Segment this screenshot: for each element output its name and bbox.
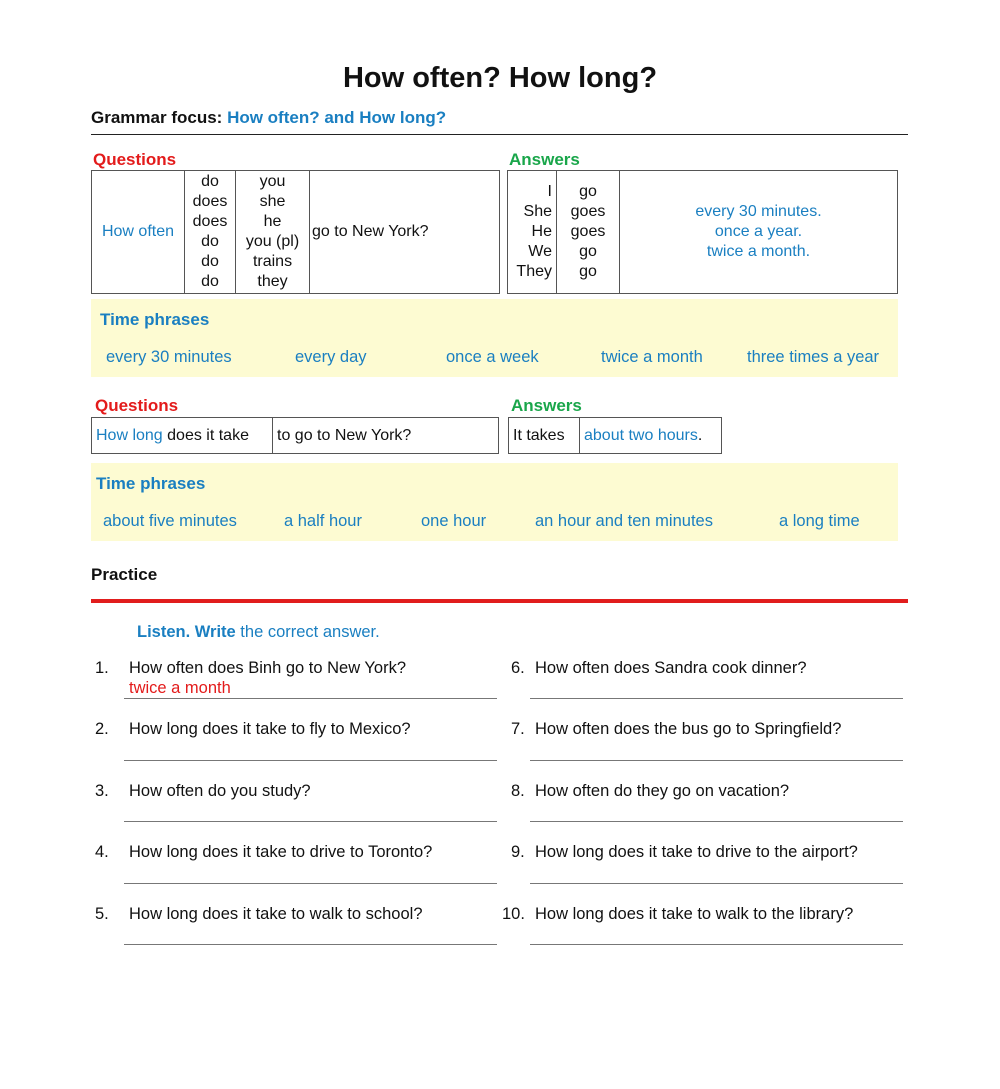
aux-item: does bbox=[192, 193, 228, 210]
subject-item: you bbox=[259, 173, 286, 190]
answer-input[interactable] bbox=[535, 802, 903, 822]
time-phrase: an hour and ten minutes bbox=[535, 512, 713, 530]
subject-item: they bbox=[257, 273, 288, 290]
subject-column bbox=[236, 171, 310, 294]
how-long-answer-table bbox=[508, 417, 722, 454]
question-word: How often bbox=[92, 171, 185, 294]
answer-input[interactable] bbox=[535, 740, 903, 760]
verb-phrase: go to New York? bbox=[310, 171, 500, 294]
answer-line bbox=[530, 821, 903, 822]
answer-subject: He bbox=[531, 223, 552, 240]
practice-instruction bbox=[137, 623, 380, 642]
answer-subject: She bbox=[523, 203, 552, 220]
time-phrase: a half hour bbox=[284, 512, 362, 530]
answer-subject-column bbox=[508, 171, 557, 294]
answer-it-takes: It takes bbox=[509, 418, 580, 454]
time-phrases-box-2 bbox=[91, 463, 898, 541]
answer-line bbox=[124, 944, 497, 945]
question-text: How long does it take to walk to school? bbox=[129, 905, 423, 923]
answer-input[interactable] bbox=[535, 863, 903, 883]
time-phrase: one hour bbox=[421, 512, 487, 530]
aux-item: do bbox=[201, 173, 219, 190]
instruction-rest: the correct answer. bbox=[235, 623, 380, 641]
practice-title: Practice bbox=[91, 565, 158, 584]
time-phrase: twice a month bbox=[601, 348, 703, 366]
answer-line bbox=[124, 821, 497, 822]
question-number: 7. bbox=[511, 720, 525, 738]
question-text: How often do they go on vacation? bbox=[535, 782, 790, 800]
answer-input[interactable] bbox=[535, 679, 903, 699]
subject-item: she bbox=[259, 193, 286, 210]
question-text: How long does it take to drive to the airport? bbox=[535, 843, 858, 861]
answer-line bbox=[530, 698, 903, 699]
answer-line bbox=[530, 883, 903, 884]
header-divider bbox=[91, 134, 908, 135]
answer-line bbox=[124, 883, 497, 884]
answer-duration: about two hours bbox=[584, 426, 698, 444]
question-number: 1. bbox=[95, 659, 109, 677]
how-long-word: How long bbox=[96, 426, 163, 444]
how-long-rest: does it take bbox=[162, 426, 249, 444]
aux-item: do bbox=[201, 253, 219, 270]
questions-label-1: Questions bbox=[93, 150, 177, 169]
question-number: 5. bbox=[95, 905, 109, 923]
time-phrases-title-1: Time phrases bbox=[100, 310, 210, 329]
page-title: How often? How long? bbox=[342, 62, 658, 94]
answer-input[interactable] bbox=[129, 863, 497, 883]
question-number: 2. bbox=[95, 720, 109, 738]
answer-frequency-column bbox=[620, 171, 898, 294]
answer-input[interactable] bbox=[129, 802, 497, 822]
aux-item: does bbox=[192, 213, 228, 230]
answer-verb-column bbox=[557, 171, 620, 294]
time-phrase: every day bbox=[295, 348, 367, 366]
question-text: How often does Sandra cook dinner? bbox=[535, 659, 807, 677]
answer-frequency: twice a month. bbox=[706, 243, 811, 260]
grammar-focus bbox=[91, 108, 446, 128]
instruction-bold: Listen. Write bbox=[137, 623, 236, 641]
time-phrase: once a week bbox=[446, 348, 539, 366]
subject-item: he bbox=[263, 213, 282, 230]
answer-input[interactable]: twice a month bbox=[129, 679, 231, 697]
time-phrases-box-1 bbox=[91, 299, 898, 377]
question-number: 8. bbox=[511, 782, 525, 800]
time-phrase: a long time bbox=[779, 512, 860, 530]
aux-item: do bbox=[201, 273, 219, 290]
question-text: How long does it take to drive to Toronto? bbox=[129, 843, 433, 861]
practice-divider bbox=[91, 599, 908, 603]
aux-item: do bbox=[201, 233, 219, 250]
question-number: 3. bbox=[95, 782, 109, 800]
subject-item: trains bbox=[252, 253, 293, 270]
answer-subject: I bbox=[547, 183, 552, 200]
question-text: How often does Binh go to New York? bbox=[129, 659, 407, 677]
question-number: 9. bbox=[511, 843, 525, 861]
time-phrase: about five minutes bbox=[103, 512, 237, 530]
answer-verb: go bbox=[579, 263, 597, 280]
answer-subject: They bbox=[516, 263, 552, 280]
time-phrase: every 30 minutes bbox=[106, 348, 232, 366]
question-text: How long does it take to fly to Mexico? bbox=[129, 720, 411, 738]
answer-line bbox=[124, 698, 497, 699]
how-often-answer-table bbox=[507, 170, 898, 294]
answer-line bbox=[530, 944, 903, 945]
question-number: 6. bbox=[511, 659, 525, 677]
question-number: 4. bbox=[95, 843, 109, 861]
answer-verb: goes bbox=[570, 223, 606, 240]
answers-label-2: Answers bbox=[511, 396, 582, 415]
subject-item: you (pl) bbox=[245, 233, 300, 250]
question-text: How long does it take to walk to the library? bbox=[535, 905, 854, 923]
grammar-focus-label: Grammar focus: bbox=[91, 108, 223, 127]
answer-frequency: once a year. bbox=[714, 223, 803, 240]
question-text: How often does the bus go to Springfield? bbox=[535, 720, 842, 738]
time-phrases-title-2: Time phrases bbox=[96, 474, 206, 493]
how-long-tail: to go to New York? bbox=[273, 418, 499, 454]
question-number: 10. bbox=[502, 905, 525, 923]
how-often-question-table bbox=[91, 170, 500, 294]
answers-label-1: Answers bbox=[509, 150, 580, 169]
answer-verb: goes bbox=[570, 203, 606, 220]
how-long-question-start bbox=[92, 418, 273, 454]
answer-input[interactable] bbox=[129, 740, 497, 760]
answer-verb: go bbox=[579, 183, 597, 200]
how-long-question-table bbox=[91, 417, 499, 454]
grammar-focus-topic: How often? and How long? bbox=[227, 108, 447, 127]
answer-input[interactable] bbox=[535, 925, 903, 945]
questions-label-2: Questions bbox=[95, 396, 179, 415]
answer-period: . bbox=[697, 426, 703, 444]
question-text: How often do you study? bbox=[129, 782, 311, 800]
time-phrase: three times a year bbox=[747, 348, 880, 366]
answer-line bbox=[124, 760, 497, 761]
answer-input[interactable] bbox=[129, 925, 497, 945]
aux-column bbox=[185, 171, 236, 294]
answer-verb: go bbox=[579, 243, 597, 260]
answer-line bbox=[530, 760, 903, 761]
answer-duration-cell bbox=[580, 418, 722, 454]
answer-frequency: every 30 minutes. bbox=[695, 203, 822, 220]
answer-subject: We bbox=[528, 243, 552, 260]
